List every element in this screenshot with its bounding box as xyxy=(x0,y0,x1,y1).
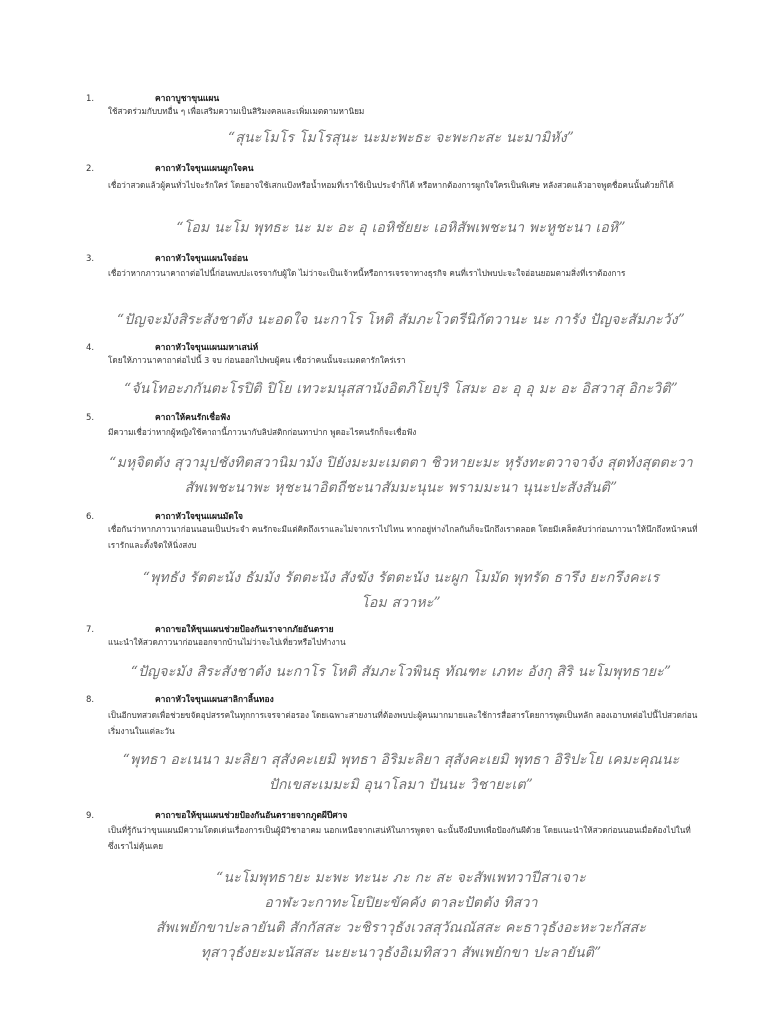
mantra-text xyxy=(96,566,706,616)
mantra-text xyxy=(96,308,706,333)
item-number: 4. xyxy=(86,343,95,353)
item-number: 9. xyxy=(86,811,95,821)
item-description: เชื่อว่าสวดแล้วผู้คนทั่วไปจะรักใคร่ โดยอาจใช้เสกแป้งหรือน้ำหอมที่เราใช้เป็นประจำก็ได้ หรือหากต้องการผูกใจใครเป็นพิเศษ หลังสวดแล้วอาจพูดชื่อคนนั้นด้วยก็ได้ xyxy=(108,180,674,190)
mantra-line: “พุทธัง รัตตะนัง ธัมมัง รัตตะนัง สังฆัง รัตตะนัง นะผูก โมมัด พุทรัด ธารึง ยะกรึงคะเร xyxy=(142,570,660,586)
mantra-text xyxy=(96,126,706,151)
item-number: 2. xyxy=(86,164,95,174)
mantra-line: โอม สวาหะ” xyxy=(361,595,441,611)
item-number: 6. xyxy=(86,512,95,522)
item-description: เชื่อว่าหากภาวนาคาถาต่อไปนี้ก่อนพบปะเจรจากับผู้ใด ไม่ว่าจะเป็นเจ้าหนี้หรือการเจรจาทางธุรกิจ คนที่เราไปพบปะจะใจอ่อนยอมตามสิ่งที่เราต้องการ xyxy=(108,268,626,278)
mantra-line: “ปัญจะมัง สิระสังชาตัง นะกาโร โหติ สัมภะโวพินธุ ทัณฑะ เภทะ อังกุ สิริ นะโมพุทธายะ” xyxy=(130,664,672,680)
mantra-line: “จันโทอะภกันตะโรปิติ ปิโย เทวะมนุสสานังอิตภิโยปุริ โสมะ อะ อุ อุ มะ อะ อิสวาสุ อิกะวิติ” xyxy=(124,381,678,397)
item-title: คาถาขอให้ขุนแผนช่วยป้องกันเราจากภัยอันตราย xyxy=(155,625,334,635)
item-description: ใช้สวดร่วมกับบทอื่น ๆ เพื่อเสริมความเป็นสิริมงคลและเพิ่มเมตตามหานิยม xyxy=(108,106,365,116)
item-description: เป็นที่รู้กันว่าขุนแผนมีความโดดเด่นเรื่องการเป็นผู้มีวิชาอาคม นอกเหนือจากเสน่ห์ในการพูดจา ฉะนั้นจึงมีบทเพื่อป้องกันผีด้วย โดยแนะนำให้สวดก่อนนอนเมื่อต้องไปในที่ซึ่งเราไม่คุ้นเคย xyxy=(108,825,691,851)
item-title: คาถาหัวใจขุนแผนมหาเสน่ห์ xyxy=(155,343,259,353)
mantra-line: “นะโมพุทธายะ มะพะ ทะนะ ภะ กะ สะ จะสัพเพทวาปีสาเจาะ xyxy=(216,870,586,886)
mantra-text xyxy=(96,216,706,241)
item-title: คาถาขอให้ขุนแผนช่วยป้องกันอันตรายจากภูตผีปีศาจ xyxy=(155,811,348,821)
item-number: 8. xyxy=(86,695,95,705)
mantra-line: ปักเขสะเมมะมิ อุนาโลมา ปันนะ วิชายะเต” xyxy=(268,777,534,793)
item-title: คาถาหัวใจขุนแผนใจอ่อน xyxy=(155,254,248,264)
item-description: เป็นอีกบทสวดเพื่อช่วยขจัดอุปสรรคในทุกการเจรจาต่อรอง โดยเฉพาะสายงานที่ต้องพบปะผู้คนมากมายและใช้การสื่อสารโดยการพูดเป็นหลัก ลองเอาบทต่อไปนี้ไปสวดก่อนเริ่มงานในแต่ละวัน xyxy=(108,710,698,736)
item-title: คาถาหัวใจขุนแผนผูกใจคน xyxy=(155,164,254,174)
item-description: แนะนำให้สวดภาวนาก่อนออกจากบ้านไม่ว่าจะไปเที่ยวหรือไปทำงาน xyxy=(108,637,346,647)
item-title: คาถาหัวใจขุนแผนมัดใจ xyxy=(155,512,244,522)
mantra-line: “พุทธา อะเนนา มะลิยา สุสังคะเยมิ พุทธา อิริมะลิยา สุสังคะเยมิ พุทธา อิริปะโย เคมะคุณนะ xyxy=(122,752,680,768)
item-description: โดยให้ภาวนาคาถาต่อไปนี้ 3 จบ ก่อนออกไปพบผู้คน เชื่อว่าคนนั้นจะเมตตารักใคร่เรา xyxy=(108,355,406,365)
mantra-line: “โอม นะโม พุทธะ นะ มะ อะ อุ เอหิชัยยะ เอหิสัพเพชะนา พะหูชะนา เอหิ” xyxy=(176,220,626,236)
mantra-line: สัพเพยักขาปะลายันติ สักกัสสะ วะชิราวุธังเวสสุวัณณัสสะ คะธาวุธังอะหะวะกัสสะ xyxy=(155,920,647,936)
item-title: คาถาให้คนรักเชื่อฟัง xyxy=(155,413,231,423)
mantra-text xyxy=(96,748,706,798)
mantra-text xyxy=(96,866,706,966)
item-description: เชื่อกันว่าหากภาวนาก่อนนอนเป็นประจำ คนรักจะมีแต่คิดถึงเราและไม่จากเราไปไหน หากอยู่ห่างไกลกันก็จะนึกถึงเราตลอด โดยมีเคล็ดลับว่าก่อนภาวนาให้นึกถึงหน้าคนที่เรารักและตั้งจิตให้นิ่งสงบ xyxy=(108,524,698,550)
item-title: คาถาบูชาขุนแผน xyxy=(155,94,220,104)
mantra-line: อาฬะวะกาทะโยปิยะขัคคัง ตาละปัตตัง ทิสวา xyxy=(264,895,538,911)
item-number: 7. xyxy=(86,625,95,635)
mantra-line: “มหุจิตตัง สุวามุปชังทิตสวานิมามัง ปิยังมะมะเมตตา ชิวหายะมะ หุรังทะตวาจาจัง สุตทังสุตตะวา xyxy=(109,455,693,471)
item-number: 1. xyxy=(86,94,95,104)
mantra-text xyxy=(96,377,706,402)
mantra-line: สัพเพชะนาพะ หุชะนาอิตถีชะนาสัมมะนุนะ พรามมะนา นุนะปะสังสันติ” xyxy=(184,480,618,496)
item-number: 3. xyxy=(86,254,95,264)
mantra-text xyxy=(96,451,706,501)
item-number: 5. xyxy=(86,413,95,423)
item-description: มีความเชื่อว่าหากผู้หญิงใช้คาถานี้ภาวนากับลิปสติกก่อนทาปาก พูดอะไรคนรักก็จะเชื่อฟัง xyxy=(108,427,417,437)
mantra-text xyxy=(96,660,706,685)
mantra-line: ทุสาวุธังยะมะนัสสะ นะยะนาวุธังอิเมทิสวา สัพเพยักขา ปะลายันติ” xyxy=(200,945,602,961)
mantra-line: “ปัญจะมังสิระสังชาตัง นะอดใจ นะกาโร โหติ สัมภะโวตรีนิกัตวานะ นะ การัง ปัญจะสัมภะวัง” xyxy=(116,312,686,328)
mantra-line: “สุนะโมโร โมโรสุนะ นะมะพะธะ จะพะกะสะ นะมามิหัง” xyxy=(227,130,575,146)
item-title: คาถาหัวใจขุนแผนสาลิกาลิ้นทอง xyxy=(155,695,274,705)
